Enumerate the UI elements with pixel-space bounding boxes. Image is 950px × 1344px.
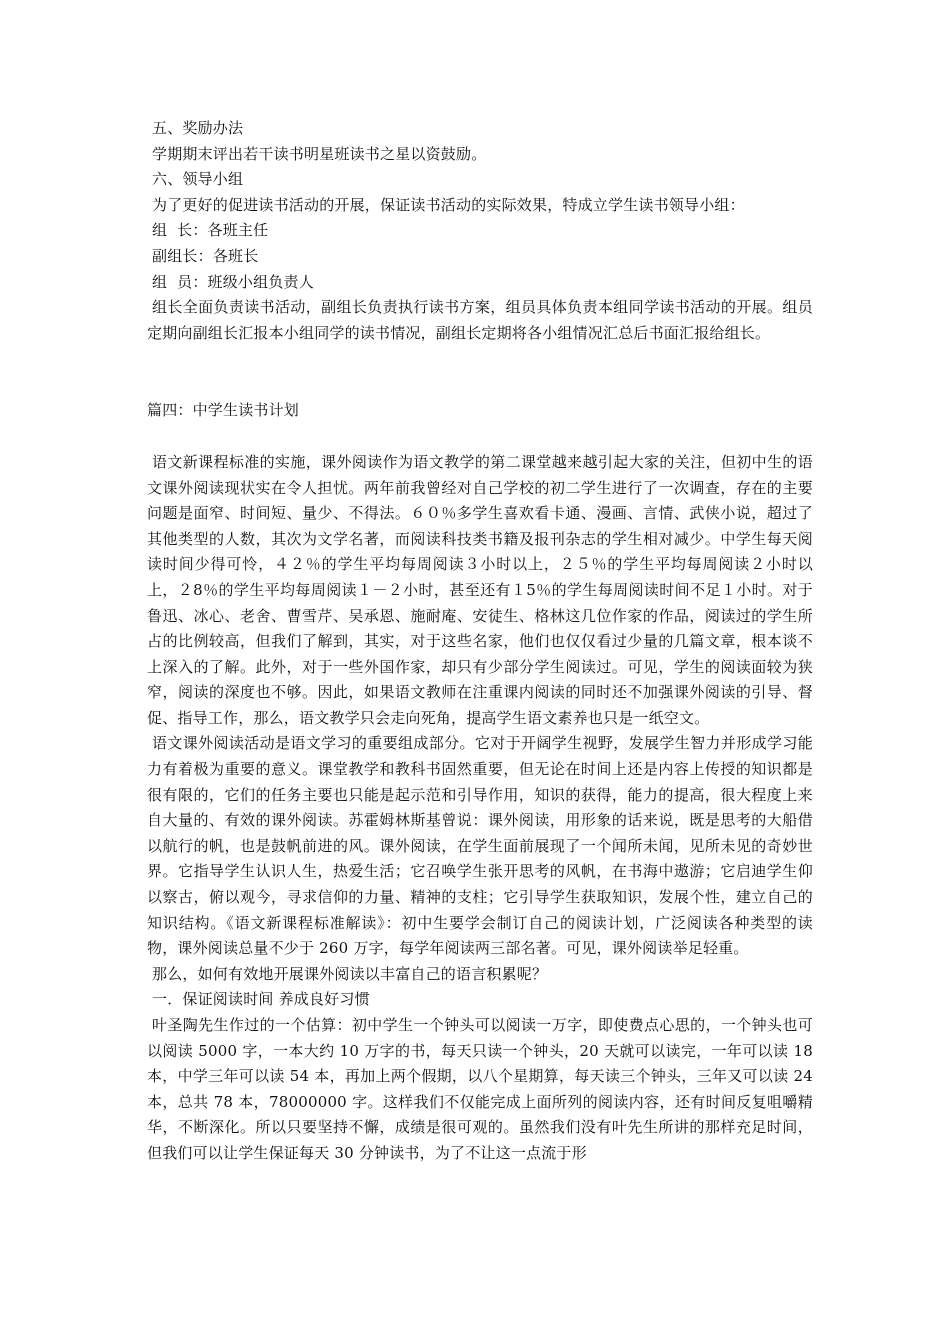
article-subheading: 一．保证阅读时间 养成良好习惯 xyxy=(152,990,370,1009)
spacer xyxy=(147,346,813,398)
article-paragraph-3: 那么，如何有效地开展课外阅读以丰富自己的语言积累呢？ xyxy=(152,964,548,983)
leadership-members: 组 员：班级小组负责人 xyxy=(152,272,314,291)
section-heading-rewards: 五、奖励办法 xyxy=(152,119,244,137)
section-heading-leadership: 六、领导小组 xyxy=(152,170,244,189)
article-title: 篇四：中学生读书计划 xyxy=(147,401,300,420)
leadership-deputy: 副组长：各班长 xyxy=(152,246,259,265)
rewards-text: 学期期末评出若干读书明星班读书之星以资鼓励。 xyxy=(152,144,487,163)
leadership-leader: 组 长：各班主任 xyxy=(152,221,269,240)
article-paragraph-1: 语文新课程标准的实施，课外阅读作为语文教学的第二课堂越来越引起大家的关注，但初中生的语文课外阅读现状实在令人担忧。两年前我曾经对自己学校的初二学生进行了一次调查，存在的主要问题是面窄、时间短、量少、不得法。６０％多学生喜欢看卡通、漫画、言情、武侠小说，超过了其他类型的人数，其次为文学名著，而阅读科技类书籍及报刊杂志的学生相对减少。中学生每天阅读时间少得可怜，４２％的学生平均每周阅读３小时以上，２５％的学生平均每周阅读２小时以上，２8％的学生平均每周阅读１－２小时，甚至还有１5％的学生每周阅读时间不足１小时。对于鲁迅、冰心、老舍、曹雪芹、吴承恩、施耐庵、安徒生、格林这几位作家的作品，阅读过的学生所占的比例较高，但我们了解到，其实，对于这些名家，他们也仅仅看过少量的几篇文章，根本谈不上深入的了解。此外，对于一些外国作家，却只有少部分学生阅读过。可见，学生的阅读面较为狭窄，阅读的深度也不够。因此，如果语文教师在注重课内阅读的同时还不加强课外阅读的引导、督促、指导工作，那么，语文教学只会走向死角，提高学生语文素养也只是一纸空文。 xyxy=(147,452,813,727)
document-content xyxy=(147,116,813,1167)
article-paragraph-4: 叶圣陶先生作过的一个估算：初中学生一个钟头可以阅读一万字，即使费点心思的，一个钟头也可以阅读 5000 字，一本大约 10 万字的书，每天只读一个钟头，20 天就可以读完，一年可以读 18 本，中学三年可以读 54 本，再加上两个假期，以八个星期算，每天读三个钟头，三年又可以读 24 本，总共 78 本，78000000 字。这样我们不仅能完成上面所列的阅读内容，还有时间反复咀嚼精华，不断深化。所以只要坚持不懈，成绩是很可观的。虽然我们没有叶先生所讲的那样充足时间，但我们可以让学生保证每天 30 分钟读书，为了不让这一点流于形 xyxy=(147,1016,813,1162)
article-paragraph-2: 语文课外阅读活动是语文学习的重要组成部分。它对于开阔学生视野，发展学生智力并形成学习能力有着极为重要的意义。课堂教学和教科书固然重要，但无论在时间上还是内容上传授的知识都是很有限的，它们的任务主要也只能是起示范和引导作用，知识的获得，能力的提高，很大程度上来自大量的、有效的课外阅读。苏霍姆林斯基曾说：课外阅读，用形象的话来说，既是思考的大船借以航行的帆，也是鼓帆前进的风。课外阅读，在学生面前展现了一个闻所未闻，见所未见的奇妙世界。它指导学生认识人生，热爱生活；它召唤学生张开思考的风帆，在书海中遨游；它启迪学生仰以察古，俯以观今，寻求信仰的力量、精神的支柱；它引导学生获取知识，发展个性，建立自己的知识结构。《语文新课程标准解读》：初中生要学会制订自己的阅读计划，广泛阅读各种类型的读物，课外阅读总量不少于 260 万字，每学年阅读两三部名著。可见，课外阅读举足轻重。 xyxy=(147,734,813,958)
leadership-intro: 为了更好的促进读书活动的开展，保证读书活动的实际效果，特成立学生读书领导小组： xyxy=(152,195,745,214)
spacer xyxy=(147,424,813,450)
leadership-duties: 组长全面负责读书活动，副组长负责执行读书方案，组员具体负责本组同学读书活动的开展。组员定期向副组长汇报本小组同学的读书情况，副组长定期将各小组情况汇总后书面汇报给组长。 xyxy=(147,298,813,342)
